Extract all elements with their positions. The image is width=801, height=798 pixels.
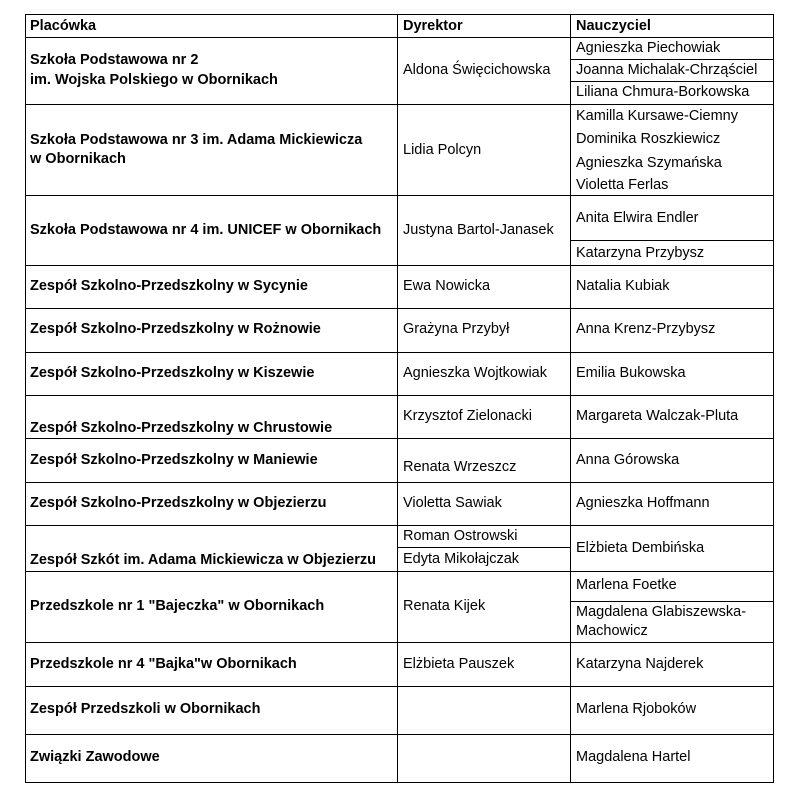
table-border-bottom [25,782,774,783]
nauczyciel-name: Agnieszka Hoffmann [576,495,710,511]
nauczyciel-name: Machowicz [576,623,648,639]
row-line [25,571,774,572]
sub-cell-line [570,81,774,82]
placowka-name: Zespół Szkolno-Przedszkolny w Sycynie [30,278,308,294]
nauczyciel-name: Emilia Bukowska [576,365,686,381]
table-border-left [25,14,26,783]
header-placowka: Placówka [30,18,97,34]
nauczyciel-name: Katarzyna Najderek [576,656,704,672]
nauczyciel-name: Agnieszka Piechowiak [576,40,721,56]
dyrektor-name: Justyna Bartol-Janasek [403,222,554,238]
nauczyciel-name: Natalia Kubiak [576,278,670,294]
dyrektor-name: Aldona Święcichowska [403,62,551,78]
placowka-name: w Obornikach [30,151,126,167]
placowka-name: Zespół Przedszkoli w Obornikach [30,701,261,717]
nauczyciel-name: Magdalena Hartel [576,749,691,765]
row-line [25,37,774,38]
header-nauczyciel: Nauczyciel [576,18,651,34]
nauczyciel-name: Liliana Chmura-Borkowska [576,84,750,100]
nauczyciel-name: Magdalena Glabiszewska- [576,604,747,620]
placowka-name: Zespół Szkolno-Przedszkolny w Maniewie [30,452,318,468]
placowka-name: Zespół Szkolno-Przedszkolny w Rożnowie [30,321,321,337]
dyrektor-name: Grażyna Przybył [403,321,510,337]
column-divider-1 [397,14,398,783]
nauczyciel-name: Anna Krenz-Przybysz [576,321,716,337]
dyrektor-name: Edyta Mikołajczak [403,551,520,567]
row-line [25,642,774,643]
nauczyciel-name: Marlena Rjoboków [576,701,697,717]
header-dyrektor: Dyrektor [403,18,463,34]
placowka-name: im. Wojska Polskiego w Obornikach [30,72,278,88]
row-line [25,395,774,396]
nauczyciel-name: Joanna Michalak-Chrząściel [576,62,758,78]
placowka-name: Szkoła Podstawowa nr 2 [30,52,199,68]
dyrektor-name: Violetta Sawiak [403,495,502,511]
row-line [25,686,774,687]
nauczyciel-name: Violetta Ferlas [576,177,669,193]
sub-cell-line [397,547,571,548]
dyrektor-name: Renata Kijek [403,598,486,614]
dyrektor-name: Agnieszka Wojtkowiak [403,365,547,381]
nauczyciel-name: Dominika Roszkiewicz [576,131,721,147]
table-border-right [773,14,774,783]
sub-cell-line [570,240,774,241]
row-line [25,195,774,196]
dyrektor-name: Lidia Polcyn [403,142,482,158]
row-line [25,438,774,439]
row-line [25,352,774,353]
placowka-name: Związki Zawodowe [30,749,160,765]
nauczyciel-name: Elżbieta Dembińska [576,540,705,556]
sub-cell-line [570,601,774,602]
nauczyciel-name: Marlena Foetke [576,577,677,593]
dyrektor-name: Roman Ostrowski [403,528,518,544]
row-line [25,308,774,309]
nauczyciel-name: Agnieszka Szymańska [576,155,722,171]
row-line [25,482,774,483]
placowka-name: Zespół Szkolno-Przedszkolny w Objezierzu [30,495,327,511]
placowka-name: Przedszkole nr 1 "Bajeczka" w Obornikach [30,598,325,614]
sub-cell-line [570,59,774,60]
placowka-name: Zespół Szkolno-Przedszkolny w Kiszewie [30,365,315,381]
nauczyciel-name: Margareta Walczak-Pluta [576,408,739,424]
dyrektor-name: Krzysztof Zielonacki [403,408,532,424]
nauczyciel-name: Kamilla Kursawe-Ciemny [576,108,738,124]
row-line [25,104,774,105]
row-line [25,525,774,526]
nauczyciel-name: Anna Górowska [576,452,680,468]
column-divider-2 [570,14,571,783]
nauczyciel-name: Katarzyna Przybysz [576,245,705,261]
row-line [25,265,774,266]
nauczyciel-name: Anita Elwira Endler [576,210,699,226]
placowka-name: Zespół Szkolno-Przedszkolny w Chrustowie [30,420,333,436]
placowka-name: Przedszkole nr 4 "Bajka"w Obornikach [30,656,297,672]
row-line [25,734,774,735]
placowka-name: Zespół Szkót im. Adama Mickiewicza w Objezierzu [30,552,376,568]
placowka-name: Szkoła Podstawowa nr 3 im. Adama Mickiewicza [30,132,363,148]
dyrektor-name: Elżbieta Pauszek [403,656,515,672]
placowka-name: Szkoła Podstawowa nr 4 im. UNICEF w Obornikach [30,222,382,238]
dyrektor-name: Ewa Nowicka [403,278,491,294]
dyrektor-name: Renata Wrzeszcz [403,459,517,475]
row-line [25,14,774,15]
